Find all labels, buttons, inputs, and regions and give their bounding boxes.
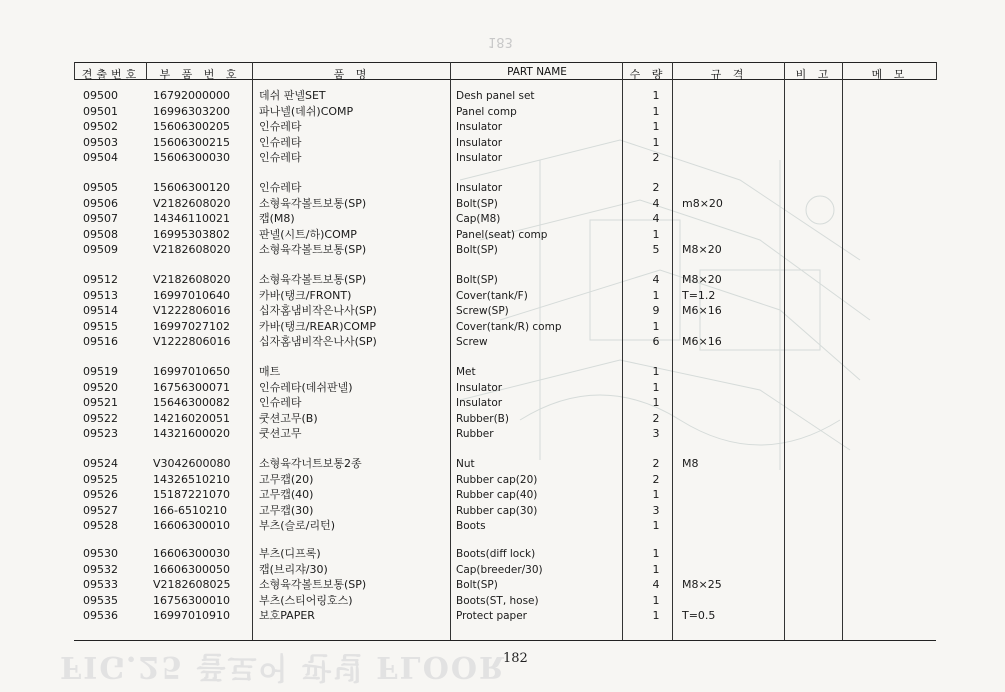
cell-spec: M8 [682, 457, 699, 470]
cell-name-en: Bolt(SP) [456, 244, 498, 257]
cell-part-index: 09536 [83, 609, 118, 623]
cell-part-index: 09503 [83, 135, 118, 149]
cell-qty: 6 [652, 335, 660, 349]
cell-qty: 1 [652, 227, 660, 241]
cell-name-kr: 십자홈냄비작은나사(SP) [259, 304, 377, 318]
cell-spec: T=1.2 [682, 288, 716, 302]
cell-part-index: 09521 [83, 396, 118, 410]
cell-part-index: 09527 [83, 503, 118, 517]
cell-part-number: 16997010910 [153, 609, 230, 623]
cell-name-en: Nut [456, 458, 475, 470]
cell-part-number: V2182608020 [153, 196, 231, 210]
table-row [74, 518, 936, 534]
cell-qty: 1 [652, 135, 660, 149]
cell-name-kr: 인슈레타(데쉬판넬) [259, 380, 353, 394]
cell-spec: T=0.5 [682, 609, 716, 623]
cell-qty: 1 [652, 562, 660, 576]
cell-name-en: Met [456, 366, 476, 378]
cell-qty: 1 [652, 120, 660, 134]
cell-name-en: Bolt(SP) [456, 197, 498, 210]
cell-part-index: 09502 [83, 120, 118, 134]
cell-name-kr: 캡(M8) [259, 212, 295, 226]
cell-name-en: Screw(SP) [456, 305, 509, 318]
cell-part-index: 09530 [83, 547, 118, 560]
cell-qty: 2 [652, 411, 660, 425]
table-row [74, 426, 936, 442]
cell-spec: m8×20 [682, 196, 723, 210]
cell-name-kr: 소형육각너트보통2종 [259, 457, 362, 470]
page-number: 182 [503, 651, 528, 666]
cell-name-kr: 카바(탱크/FRONT) [259, 288, 352, 302]
table-row [74, 608, 936, 624]
cell-part-index: 09526 [83, 488, 118, 502]
cell-name-kr: 고무캡(30) [259, 503, 314, 517]
cell-qty: 4 [652, 273, 660, 286]
table-row [74, 546, 936, 562]
header-spec: 규 격 [710, 68, 748, 81]
cell-qty: 1 [652, 519, 660, 533]
table-row [74, 119, 936, 135]
header-name-kr: 품 명 [333, 68, 371, 81]
table-row [74, 472, 936, 488]
cell-part-index: 09508 [83, 227, 118, 241]
cell-part-number: 16756300071 [153, 380, 230, 394]
cell-name-kr: 매트 [259, 365, 281, 378]
cell-qty: 1 [652, 319, 660, 333]
cell-part-number: 16792000000 [153, 89, 230, 102]
cell-qty: 4 [652, 196, 660, 210]
cell-qty: 9 [652, 304, 660, 318]
cell-part-index: 09513 [83, 288, 118, 302]
cell-name-kr: 쿳션고무 [259, 427, 302, 441]
table-row [74, 211, 936, 227]
cell-part-index: 09532 [83, 562, 118, 576]
cell-part-index: 09519 [83, 365, 118, 378]
cell-part-number: V3042600080 [153, 457, 231, 470]
cell-name-kr: 판넬(시트/하)COMP [259, 227, 357, 241]
cell-name-en: Cap(breeder/30) [456, 563, 543, 576]
header-no: 견출번호 [81, 68, 141, 81]
cell-name-en: Cover(tank/R) comp [456, 320, 562, 333]
table-row [74, 593, 936, 609]
cell-qty: 1 [652, 380, 660, 394]
cell-name-kr: 부츠(스티어링호스) [259, 593, 353, 607]
cell-part-index: 09524 [83, 457, 118, 470]
cell-name-en: Panel(seat) comp [456, 228, 548, 241]
cell-part-index: 09507 [83, 212, 118, 226]
cell-spec: M8×25 [682, 578, 722, 592]
cell-part-number: 15606300120 [153, 181, 230, 194]
cell-name-en: Screw [456, 336, 488, 349]
cell-part-number: 16997010650 [153, 365, 230, 378]
table-row [74, 487, 936, 503]
cell-part-index: 09504 [83, 151, 118, 165]
cell-part-index: 09509 [83, 243, 118, 257]
cell-name-kr: 고무캡(20) [259, 472, 314, 486]
cell-part-index: 09514 [83, 304, 118, 318]
cell-part-number: 15606300215 [153, 135, 230, 149]
cell-part-number: 16997010640 [153, 288, 230, 302]
cell-part-number: 15606300205 [153, 120, 230, 134]
cell-name-en: Insulator [456, 136, 503, 149]
cell-name-kr: 소형육각볼트보통(SP) [259, 273, 367, 286]
header-name-en: PART NAME [507, 66, 567, 78]
cell-qty: 3 [652, 427, 660, 441]
cell-part-number: V2182608025 [153, 578, 231, 592]
cell-part-index: 09533 [83, 578, 118, 592]
cell-name-en: Rubber cap(40) [456, 489, 538, 502]
cell-qty: 2 [652, 181, 660, 194]
table-row [74, 503, 936, 519]
cell-part-number: 16996303200 [153, 104, 230, 118]
cell-part-number: 15646300082 [153, 396, 230, 410]
cell-name-kr: 부츠(디프록) [259, 547, 321, 560]
cell-qty: 2 [652, 151, 660, 165]
cell-name-kr: 보호PAPER [259, 609, 315, 623]
cell-part-number: 16756300010 [153, 593, 230, 607]
cell-name-en: Insulator [456, 397, 503, 410]
table-row [74, 150, 936, 166]
cell-part-index: 09520 [83, 380, 118, 394]
table-row [74, 577, 936, 593]
cell-part-index: 09522 [83, 411, 118, 425]
cell-name-en: Cover(tank/F) [456, 289, 528, 302]
table-row [74, 334, 936, 350]
cell-qty: 1 [652, 89, 660, 102]
cell-part-number: 16995303802 [153, 227, 230, 241]
cell-part-index: 09516 [83, 335, 118, 349]
cell-name-en: Insulator [456, 182, 503, 194]
cell-qty: 1 [652, 365, 660, 378]
cell-name-kr: 인슈레타 [259, 181, 302, 194]
cell-part-number: V2182608020 [153, 273, 231, 286]
cell-name-en: Boots(ST, hose) [456, 594, 539, 607]
cell-name-en: Bolt(SP) [456, 579, 498, 592]
cell-part-index: 09506 [83, 196, 118, 210]
cell-part-number: 15606300030 [153, 151, 230, 165]
cell-part-number: 14216020051 [153, 411, 230, 425]
table-row [74, 242, 936, 258]
table-row [74, 88, 936, 104]
cell-name-en: Desh panel set [456, 90, 535, 102]
table-row [74, 562, 936, 578]
table-row [74, 135, 936, 151]
cell-name-en: Cap(M8) [456, 213, 501, 226]
cell-name-en: Protect paper [456, 610, 528, 623]
cell-name-en: Boots [456, 520, 486, 533]
cell-name-kr: 파나넬(데쉬)COMP [259, 104, 354, 118]
header-qty: 수 량 [629, 68, 667, 81]
cell-qty: 1 [652, 547, 660, 560]
cell-part-number: 14326510210 [153, 472, 230, 486]
cell-name-kr: 소형육각볼트보통(SP) [259, 196, 367, 210]
table-row [74, 380, 936, 396]
cell-name-en: Rubber [456, 428, 494, 441]
cell-name-en: Panel comp [456, 105, 517, 118]
cell-part-number: V2182608020 [153, 243, 231, 257]
cell-name-kr: 십자홈냄비작은나사(SP) [259, 335, 377, 349]
cell-part-number: V1222806016 [153, 304, 231, 318]
cell-part-index: 09523 [83, 427, 118, 441]
cell-name-kr: 고무캡(40) [259, 488, 314, 502]
cell-name-kr: 부츠(슬로/리턴) [259, 519, 336, 533]
cell-qty: 1 [652, 104, 660, 118]
cell-name-kr: 캡(브리쟈/30) [259, 562, 328, 576]
table-row [74, 104, 936, 120]
cell-part-number: 14321600020 [153, 427, 230, 441]
cell-name-en: Rubber(B) [456, 412, 509, 425]
cell-qty: 2 [652, 457, 660, 470]
cell-spec: M8×20 [682, 273, 722, 286]
ghost-top-page-number: 183 [488, 34, 513, 49]
cell-spec: M8×20 [682, 243, 722, 257]
cell-part-number: V1222806016 [153, 335, 231, 349]
cell-name-kr: 소형육각볼트보통(SP) [259, 243, 367, 257]
cell-part-number: 16997027102 [153, 319, 230, 333]
cell-qty: 1 [652, 396, 660, 410]
table-row [74, 319, 936, 335]
cell-qty: 1 [652, 609, 660, 623]
cell-qty: 3 [652, 503, 660, 517]
cell-name-en: Rubber cap(30) [456, 504, 538, 517]
cell-name-en: Bolt(SP) [456, 274, 498, 286]
table-row [74, 411, 936, 427]
cell-qty: 4 [652, 578, 660, 592]
header-memo: 메 모 [871, 68, 909, 81]
cell-name-kr: 인슈레타 [259, 135, 302, 149]
cell-name-kr: 인슈레타 [259, 120, 302, 134]
cell-part-index: 09512 [83, 273, 118, 286]
cell-spec: M6×16 [682, 335, 722, 349]
cell-part-number: 16606300010 [153, 519, 230, 533]
cell-name-kr: 인슈레타 [259, 396, 302, 410]
cell-part-index: 09528 [83, 519, 118, 533]
cell-part-number: 14346110021 [153, 212, 230, 226]
header-note: 비 고 [795, 68, 833, 81]
table-row [74, 364, 936, 380]
table-row [74, 196, 936, 212]
table-row [74, 395, 936, 411]
cell-part-index: 09501 [83, 104, 118, 118]
ghost-footer-text: FIG.25 플로어 판넬 FLOOR [60, 649, 506, 684]
cell-name-en: Boots(diff lock) [456, 548, 536, 560]
table-row [74, 288, 936, 304]
cell-part-index: 09505 [83, 181, 118, 194]
cell-name-kr: 쿳션고무(B) [259, 411, 318, 425]
cell-qty: 2 [652, 472, 660, 486]
table-row [74, 180, 936, 196]
cell-part-number: 16606300030 [153, 547, 230, 560]
cell-name-en: Insulator [456, 152, 503, 165]
cell-part-number: 166-6510210 [153, 503, 227, 517]
table-row [74, 227, 936, 243]
cell-qty: 1 [652, 288, 660, 302]
cell-name-kr: 카바(탱크/REAR)COMP [259, 319, 377, 333]
cell-qty: 1 [652, 593, 660, 607]
table-row [74, 456, 936, 472]
table-row [74, 303, 936, 319]
cell-qty: 5 [652, 243, 660, 257]
cell-part-index: 09535 [83, 593, 118, 607]
cell-part-number: 16606300050 [153, 562, 230, 576]
cell-qty: 1 [652, 488, 660, 502]
cell-name-kr: 소형육각볼트보통(SP) [259, 578, 367, 592]
cell-part-index: 09500 [83, 89, 118, 102]
table-row [74, 272, 936, 288]
cell-name-kr: 인슈레타 [259, 151, 302, 165]
parts-table [74, 62, 936, 642]
header-part-no: 부 품 번 호 [159, 68, 241, 81]
cell-part-index: 09515 [83, 319, 118, 333]
cell-name-en: Insulator [456, 381, 503, 394]
cell-name-kr: 데쉬 판넬SET [259, 89, 326, 102]
cell-name-en: Rubber cap(20) [456, 473, 538, 486]
cell-qty: 4 [652, 212, 660, 226]
cell-name-en: Insulator [456, 121, 503, 134]
cell-part-index: 09525 [83, 472, 118, 486]
cell-part-number: 15187221070 [153, 488, 230, 502]
cell-spec: M6×16 [682, 304, 722, 318]
